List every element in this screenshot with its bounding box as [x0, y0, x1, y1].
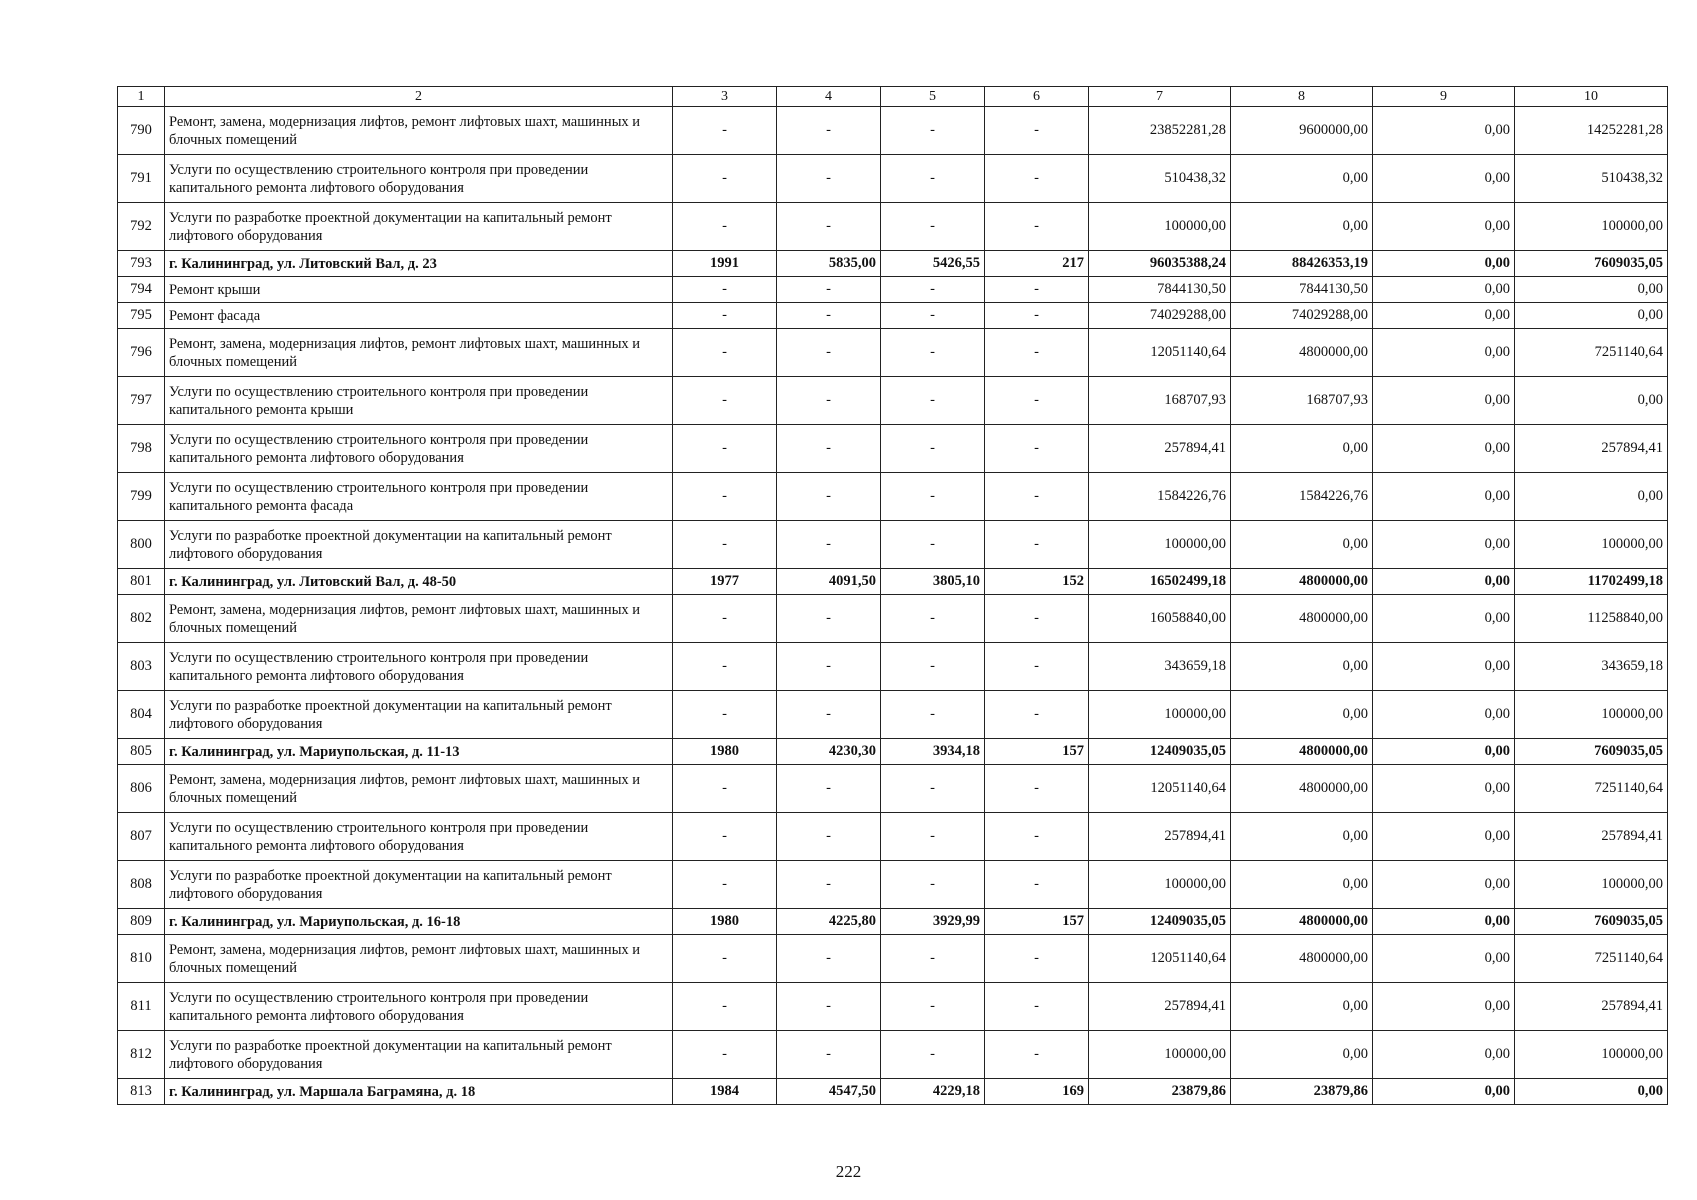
address-row [118, 1079, 1668, 1105]
living-area-cell: - [881, 765, 985, 813]
living-area-cell: - [881, 473, 985, 521]
total-area-cell: - [777, 935, 881, 983]
total-cost-cell: 12409035,05 [1089, 909, 1231, 935]
year-cell: - [673, 691, 777, 739]
total-area-cell: - [777, 765, 881, 813]
living-area-cell: - [881, 425, 985, 473]
total-area-cell: - [777, 329, 881, 377]
living-area-cell: - [881, 813, 985, 861]
work-description-cell: Услуги по разработке проектной документации на капитальный ремонт лифтового оборудования [165, 521, 673, 569]
residents-cell: - [985, 1031, 1089, 1079]
residents-cell: - [985, 277, 1089, 303]
address-row [118, 251, 1668, 277]
total-cost-cell: 12051140,64 [1089, 329, 1231, 377]
residents-cell: - [985, 377, 1089, 425]
year-cell: - [673, 861, 777, 909]
year-cell: 1977 [673, 569, 777, 595]
cost-col8-cell: 9600000,00 [1231, 107, 1373, 155]
total-area-cell: - [777, 643, 881, 691]
work-item-row [118, 329, 1668, 377]
total-cost-cell: 16502499,18 [1089, 569, 1231, 595]
living-area-cell: - [881, 107, 985, 155]
living-area-cell: 4229,18 [881, 1079, 985, 1105]
cost-col8-cell: 4800000,00 [1231, 595, 1373, 643]
total-area-cell: 4091,50 [777, 569, 881, 595]
work-item-row [118, 595, 1668, 643]
residents-cell: - [985, 595, 1089, 643]
living-area-cell: 3805,10 [881, 569, 985, 595]
residents-cell: - [985, 203, 1089, 251]
cost-col10-cell: 7609035,05 [1515, 251, 1668, 277]
cost-col10-cell: 0,00 [1515, 473, 1668, 521]
work-item-row [118, 155, 1668, 203]
row-number-cell: 809 [118, 909, 165, 935]
work-item-row [118, 643, 1668, 691]
cost-col9-cell: 0,00 [1373, 329, 1515, 377]
work-description-cell: Ремонт фасада [165, 303, 673, 329]
cost-col8-cell: 4800000,00 [1231, 765, 1373, 813]
work-item-row [118, 1031, 1668, 1079]
total-area-cell: - [777, 983, 881, 1031]
cost-col8-cell: 0,00 [1231, 521, 1373, 569]
cost-col10-cell: 343659,18 [1515, 643, 1668, 691]
year-cell: - [673, 595, 777, 643]
cost-col9-cell: 0,00 [1373, 739, 1515, 765]
cost-col8-cell: 4800000,00 [1231, 569, 1373, 595]
work-item-row [118, 377, 1668, 425]
residents-cell: - [985, 303, 1089, 329]
cost-col8-cell: 168707,93 [1231, 377, 1373, 425]
column-header-cell: 8 [1231, 87, 1373, 107]
total-cost-cell: 168707,93 [1089, 377, 1231, 425]
living-area-cell: - [881, 691, 985, 739]
work-item-row [118, 203, 1668, 251]
total-cost-cell: 12051140,64 [1089, 765, 1231, 813]
row-number-cell: 790 [118, 107, 165, 155]
work-item-row [118, 521, 1668, 569]
column-header-cell: 4 [777, 87, 881, 107]
column-header-cell: 5 [881, 87, 985, 107]
column-header-cell: 7 [1089, 87, 1231, 107]
cost-col10-cell: 100000,00 [1515, 1031, 1668, 1079]
cost-col9-cell: 0,00 [1373, 425, 1515, 473]
cost-col9-cell: 0,00 [1373, 303, 1515, 329]
total-cost-cell: 100000,00 [1089, 521, 1231, 569]
column-header-cell: 3 [673, 87, 777, 107]
address-row [118, 739, 1668, 765]
cost-col10-cell: 257894,41 [1515, 813, 1668, 861]
work-description-cell: Ремонт, замена, модернизация лифтов, ремонт лифтовых шахт, машинных и блочных помещений [165, 595, 673, 643]
total-cost-cell: 510438,32 [1089, 155, 1231, 203]
residents-cell: 157 [985, 909, 1089, 935]
living-area-cell: - [881, 203, 985, 251]
work-item-row [118, 861, 1668, 909]
total-area-cell: - [777, 691, 881, 739]
cost-col9-cell: 0,00 [1373, 107, 1515, 155]
cost-col10-cell: 100000,00 [1515, 203, 1668, 251]
year-cell: - [673, 277, 777, 303]
total-cost-cell: 343659,18 [1089, 643, 1231, 691]
year-cell: 1980 [673, 909, 777, 935]
residents-cell: - [985, 765, 1089, 813]
total-area-cell: - [777, 303, 881, 329]
total-area-cell: - [777, 521, 881, 569]
residents-cell: 217 [985, 251, 1089, 277]
residents-cell: - [985, 813, 1089, 861]
cost-col10-cell: 14252281,28 [1515, 107, 1668, 155]
total-area-cell: - [777, 155, 881, 203]
cost-col8-cell: 4800000,00 [1231, 935, 1373, 983]
work-item-row [118, 425, 1668, 473]
cost-col9-cell: 0,00 [1373, 155, 1515, 203]
year-cell: - [673, 155, 777, 203]
residents-cell: - [985, 473, 1089, 521]
total-area-cell: - [777, 107, 881, 155]
cost-col9-cell: 0,00 [1373, 521, 1515, 569]
residents-cell: 169 [985, 1079, 1089, 1105]
work-description-cell: Ремонт, замена, модернизация лифтов, ремонт лифтовых шахт, машинных и блочных помещений [165, 329, 673, 377]
living-area-cell: - [881, 1031, 985, 1079]
row-number-cell: 813 [118, 1079, 165, 1105]
table-body [118, 87, 1668, 1105]
work-item-row [118, 983, 1668, 1031]
cost-col9-cell: 0,00 [1373, 643, 1515, 691]
work-description-cell: Ремонт крыши [165, 277, 673, 303]
year-cell: - [673, 935, 777, 983]
row-number-cell: 798 [118, 425, 165, 473]
work-description-cell: Ремонт, замена, модернизация лифтов, ремонт лифтовых шахт, машинных и блочных помещений [165, 935, 673, 983]
living-area-cell: - [881, 595, 985, 643]
living-area-cell: - [881, 377, 985, 425]
total-cost-cell: 100000,00 [1089, 691, 1231, 739]
row-number-cell: 791 [118, 155, 165, 203]
year-cell: - [673, 425, 777, 473]
repair-schedule-table [117, 86, 1668, 1105]
living-area-cell: 5426,55 [881, 251, 985, 277]
cost-col10-cell: 0,00 [1515, 277, 1668, 303]
cost-col8-cell: 1584226,76 [1231, 473, 1373, 521]
total-area-cell: - [777, 425, 881, 473]
cost-col8-cell: 0,00 [1231, 425, 1373, 473]
year-cell: - [673, 765, 777, 813]
work-description-cell: Услуги по разработке проектной документации на капитальный ремонт лифтового оборудования [165, 691, 673, 739]
address-row [118, 569, 1668, 595]
cost-col8-cell: 4800000,00 [1231, 739, 1373, 765]
year-cell: - [673, 377, 777, 425]
row-number-cell: 797 [118, 377, 165, 425]
living-area-cell: - [881, 329, 985, 377]
work-description-cell: г. Калининград, ул. Мариупольская, д. 11-13 [165, 739, 673, 765]
cost-col10-cell: 257894,41 [1515, 425, 1668, 473]
cost-col8-cell: 88426353,19 [1231, 251, 1373, 277]
row-number-cell: 801 [118, 569, 165, 595]
column-header-cell: 1 [118, 87, 165, 107]
row-number-cell: 802 [118, 595, 165, 643]
cost-col9-cell: 0,00 [1373, 277, 1515, 303]
cost-col10-cell: 7251140,64 [1515, 935, 1668, 983]
year-cell: 1984 [673, 1079, 777, 1105]
cost-col8-cell: 7844130,50 [1231, 277, 1373, 303]
cost-col9-cell: 0,00 [1373, 1031, 1515, 1079]
cost-col8-cell: 0,00 [1231, 643, 1373, 691]
cost-col9-cell: 0,00 [1373, 983, 1515, 1031]
work-item-row [118, 765, 1668, 813]
cost-col10-cell: 100000,00 [1515, 691, 1668, 739]
page-number: 222 [835, 1162, 862, 1181]
total-cost-cell: 1584226,76 [1089, 473, 1231, 521]
row-number-cell: 807 [118, 813, 165, 861]
residents-cell: - [985, 425, 1089, 473]
cost-col9-cell: 0,00 [1373, 595, 1515, 643]
cost-col8-cell: 4800000,00 [1231, 909, 1373, 935]
year-cell: - [673, 813, 777, 861]
row-number-cell: 795 [118, 303, 165, 329]
work-item-row [118, 935, 1668, 983]
row-number-cell: 800 [118, 521, 165, 569]
living-area-cell: - [881, 935, 985, 983]
living-area-cell: - [881, 643, 985, 691]
cost-col10-cell: 7251140,64 [1515, 329, 1668, 377]
cost-col10-cell: 11258840,00 [1515, 595, 1668, 643]
total-area-cell: - [777, 1031, 881, 1079]
year-cell: - [673, 107, 777, 155]
cost-col10-cell: 7609035,05 [1515, 739, 1668, 765]
column-header-cell: 9 [1373, 87, 1515, 107]
year-cell: - [673, 643, 777, 691]
total-cost-cell: 7844130,50 [1089, 277, 1231, 303]
cost-col10-cell: 7609035,05 [1515, 909, 1668, 935]
cost-col8-cell: 0,00 [1231, 155, 1373, 203]
total-cost-cell: 257894,41 [1089, 425, 1231, 473]
residents-cell: - [985, 983, 1089, 1031]
cost-col9-cell: 0,00 [1373, 473, 1515, 521]
work-description-cell: Ремонт, замена, модернизация лифтов, ремонт лифтовых шахт, машинных и блочных помещений [165, 765, 673, 813]
total-cost-cell: 100000,00 [1089, 203, 1231, 251]
cost-col10-cell: 0,00 [1515, 1079, 1668, 1105]
year-cell: - [673, 203, 777, 251]
work-description-cell: Услуги по осуществлению строительного контроля при проведении капитального ремонта лифтового оборудования [165, 983, 673, 1031]
year-cell: - [673, 521, 777, 569]
total-cost-cell: 12409035,05 [1089, 739, 1231, 765]
cost-col10-cell: 257894,41 [1515, 983, 1668, 1031]
cost-col9-cell: 0,00 [1373, 813, 1515, 861]
residents-cell: 152 [985, 569, 1089, 595]
residents-cell: 157 [985, 739, 1089, 765]
year-cell: - [673, 473, 777, 521]
living-area-cell: - [881, 861, 985, 909]
total-cost-cell: 12051140,64 [1089, 935, 1231, 983]
cost-col9-cell: 0,00 [1373, 377, 1515, 425]
work-description-cell: Услуги по разработке проектной документации на капитальный ремонт лифтового оборудования [165, 1031, 673, 1079]
total-cost-cell: 16058840,00 [1089, 595, 1231, 643]
residents-cell: - [985, 643, 1089, 691]
total-cost-cell: 96035388,24 [1089, 251, 1231, 277]
cost-col8-cell: 74029288,00 [1231, 303, 1373, 329]
cost-col8-cell: 0,00 [1231, 691, 1373, 739]
total-area-cell: - [777, 813, 881, 861]
total-area-cell: 4230,30 [777, 739, 881, 765]
living-area-cell: - [881, 303, 985, 329]
work-description-cell: г. Калининград, ул. Мариупольская, д. 16-18 [165, 909, 673, 935]
total-cost-cell: 23879,86 [1089, 1079, 1231, 1105]
cost-col9-cell: 0,00 [1373, 1079, 1515, 1105]
total-cost-cell: 100000,00 [1089, 1031, 1231, 1079]
work-item-row [118, 813, 1668, 861]
row-number-cell: 808 [118, 861, 165, 909]
year-cell: - [673, 329, 777, 377]
row-number-cell: 804 [118, 691, 165, 739]
work-description-cell: г. Калининград, ул. Литовский Вал, д. 23 [165, 251, 673, 277]
row-number-cell: 806 [118, 765, 165, 813]
residents-cell: - [985, 861, 1089, 909]
year-cell: - [673, 1031, 777, 1079]
residents-cell: - [985, 107, 1089, 155]
year-cell: 1991 [673, 251, 777, 277]
work-description-cell: Услуги по осуществлению строительного контроля при проведении капитального ремонта крыши [165, 377, 673, 425]
cost-col8-cell: 0,00 [1231, 813, 1373, 861]
cost-col8-cell: 0,00 [1231, 983, 1373, 1031]
cost-col8-cell: 4800000,00 [1231, 329, 1373, 377]
work-description-cell: Услуги по осуществлению строительного контроля при проведении капитального ремонта лифтового оборудования [165, 643, 673, 691]
cost-col10-cell: 100000,00 [1515, 861, 1668, 909]
total-area-cell: 4547,50 [777, 1079, 881, 1105]
cost-col8-cell: 23879,86 [1231, 1079, 1373, 1105]
row-number-cell: 793 [118, 251, 165, 277]
cost-col10-cell: 11702499,18 [1515, 569, 1668, 595]
cost-col9-cell: 0,00 [1373, 861, 1515, 909]
work-description-cell: Услуги по осуществлению строительного контроля при проведении капитального ремонта фасада [165, 473, 673, 521]
living-area-cell: - [881, 521, 985, 569]
work-description-cell: Услуги по осуществлению строительного контроля при проведении капитального ремонта лифтового оборудования [165, 425, 673, 473]
work-description-cell: г. Калининград, ул. Литовский Вал, д. 48-50 [165, 569, 673, 595]
cost-col8-cell: 0,00 [1231, 203, 1373, 251]
living-area-cell: 3929,99 [881, 909, 985, 935]
cost-col9-cell: 0,00 [1373, 765, 1515, 813]
row-number-cell: 805 [118, 739, 165, 765]
work-description-cell: г. Калининград, ул. Маршала Баграмяна, д. 18 [165, 1079, 673, 1105]
total-area-cell: 5835,00 [777, 251, 881, 277]
column-header-cell: 10 [1515, 87, 1668, 107]
cost-col9-cell: 0,00 [1373, 909, 1515, 935]
total-area-cell: - [777, 377, 881, 425]
work-description-cell: Услуги по осуществлению строительного контроля при проведении капитального ремонта лифтового оборудования [165, 155, 673, 203]
column-header-cell: 2 [165, 87, 673, 107]
work-description-cell: Услуги по осуществлению строительного контроля при проведении капитального ремонта лифтового оборудования [165, 813, 673, 861]
total-cost-cell: 257894,41 [1089, 813, 1231, 861]
total-area-cell: - [777, 595, 881, 643]
work-item-row [118, 691, 1668, 739]
total-area-cell: - [777, 861, 881, 909]
living-area-cell: 3934,18 [881, 739, 985, 765]
column-number-header-row [118, 87, 1668, 107]
cost-col9-cell: 0,00 [1373, 569, 1515, 595]
total-cost-cell: 100000,00 [1089, 861, 1231, 909]
residents-cell: - [985, 935, 1089, 983]
cost-col9-cell: 0,00 [1373, 251, 1515, 277]
residents-cell: - [985, 691, 1089, 739]
residents-cell: - [985, 329, 1089, 377]
work-description-cell: Услуги по разработке проектной документации на капитальный ремонт лифтового оборудования [165, 203, 673, 251]
row-number-cell: 796 [118, 329, 165, 377]
row-number-cell: 792 [118, 203, 165, 251]
cost-col10-cell: 0,00 [1515, 303, 1668, 329]
total-area-cell: - [777, 203, 881, 251]
cost-col10-cell: 100000,00 [1515, 521, 1668, 569]
row-number-cell: 811 [118, 983, 165, 1031]
cost-col10-cell: 7251140,64 [1515, 765, 1668, 813]
work-item-row [118, 277, 1668, 303]
address-row [118, 909, 1668, 935]
work-description-cell: Ремонт, замена, модернизация лифтов, ремонт лифтовых шахт, машинных и блочных помещений [165, 107, 673, 155]
cost-col9-cell: 0,00 [1373, 935, 1515, 983]
row-number-cell: 794 [118, 277, 165, 303]
total-area-cell: - [777, 473, 881, 521]
total-area-cell: - [777, 277, 881, 303]
total-cost-cell: 257894,41 [1089, 983, 1231, 1031]
cost-col9-cell: 0,00 [1373, 203, 1515, 251]
work-item-row [118, 303, 1668, 329]
row-number-cell: 799 [118, 473, 165, 521]
year-cell: - [673, 983, 777, 1031]
cost-col10-cell: 510438,32 [1515, 155, 1668, 203]
year-cell: 1980 [673, 739, 777, 765]
living-area-cell: - [881, 983, 985, 1031]
cost-col10-cell: 0,00 [1515, 377, 1668, 425]
work-item-row [118, 107, 1668, 155]
row-number-cell: 810 [118, 935, 165, 983]
total-cost-cell: 23852281,28 [1089, 107, 1231, 155]
residents-cell: - [985, 521, 1089, 569]
cost-col8-cell: 0,00 [1231, 861, 1373, 909]
work-item-row [118, 473, 1668, 521]
work-description-cell: Услуги по разработке проектной документации на капитальный ремонт лифтового оборудования [165, 861, 673, 909]
row-number-cell: 803 [118, 643, 165, 691]
cost-col9-cell: 0,00 [1373, 691, 1515, 739]
row-number-cell: 812 [118, 1031, 165, 1079]
column-header-cell: 6 [985, 87, 1089, 107]
total-cost-cell: 74029288,00 [1089, 303, 1231, 329]
living-area-cell: - [881, 155, 985, 203]
residents-cell: - [985, 155, 1089, 203]
total-area-cell: 4225,80 [777, 909, 881, 935]
cost-col8-cell: 0,00 [1231, 1031, 1373, 1079]
year-cell: - [673, 303, 777, 329]
living-area-cell: - [881, 277, 985, 303]
